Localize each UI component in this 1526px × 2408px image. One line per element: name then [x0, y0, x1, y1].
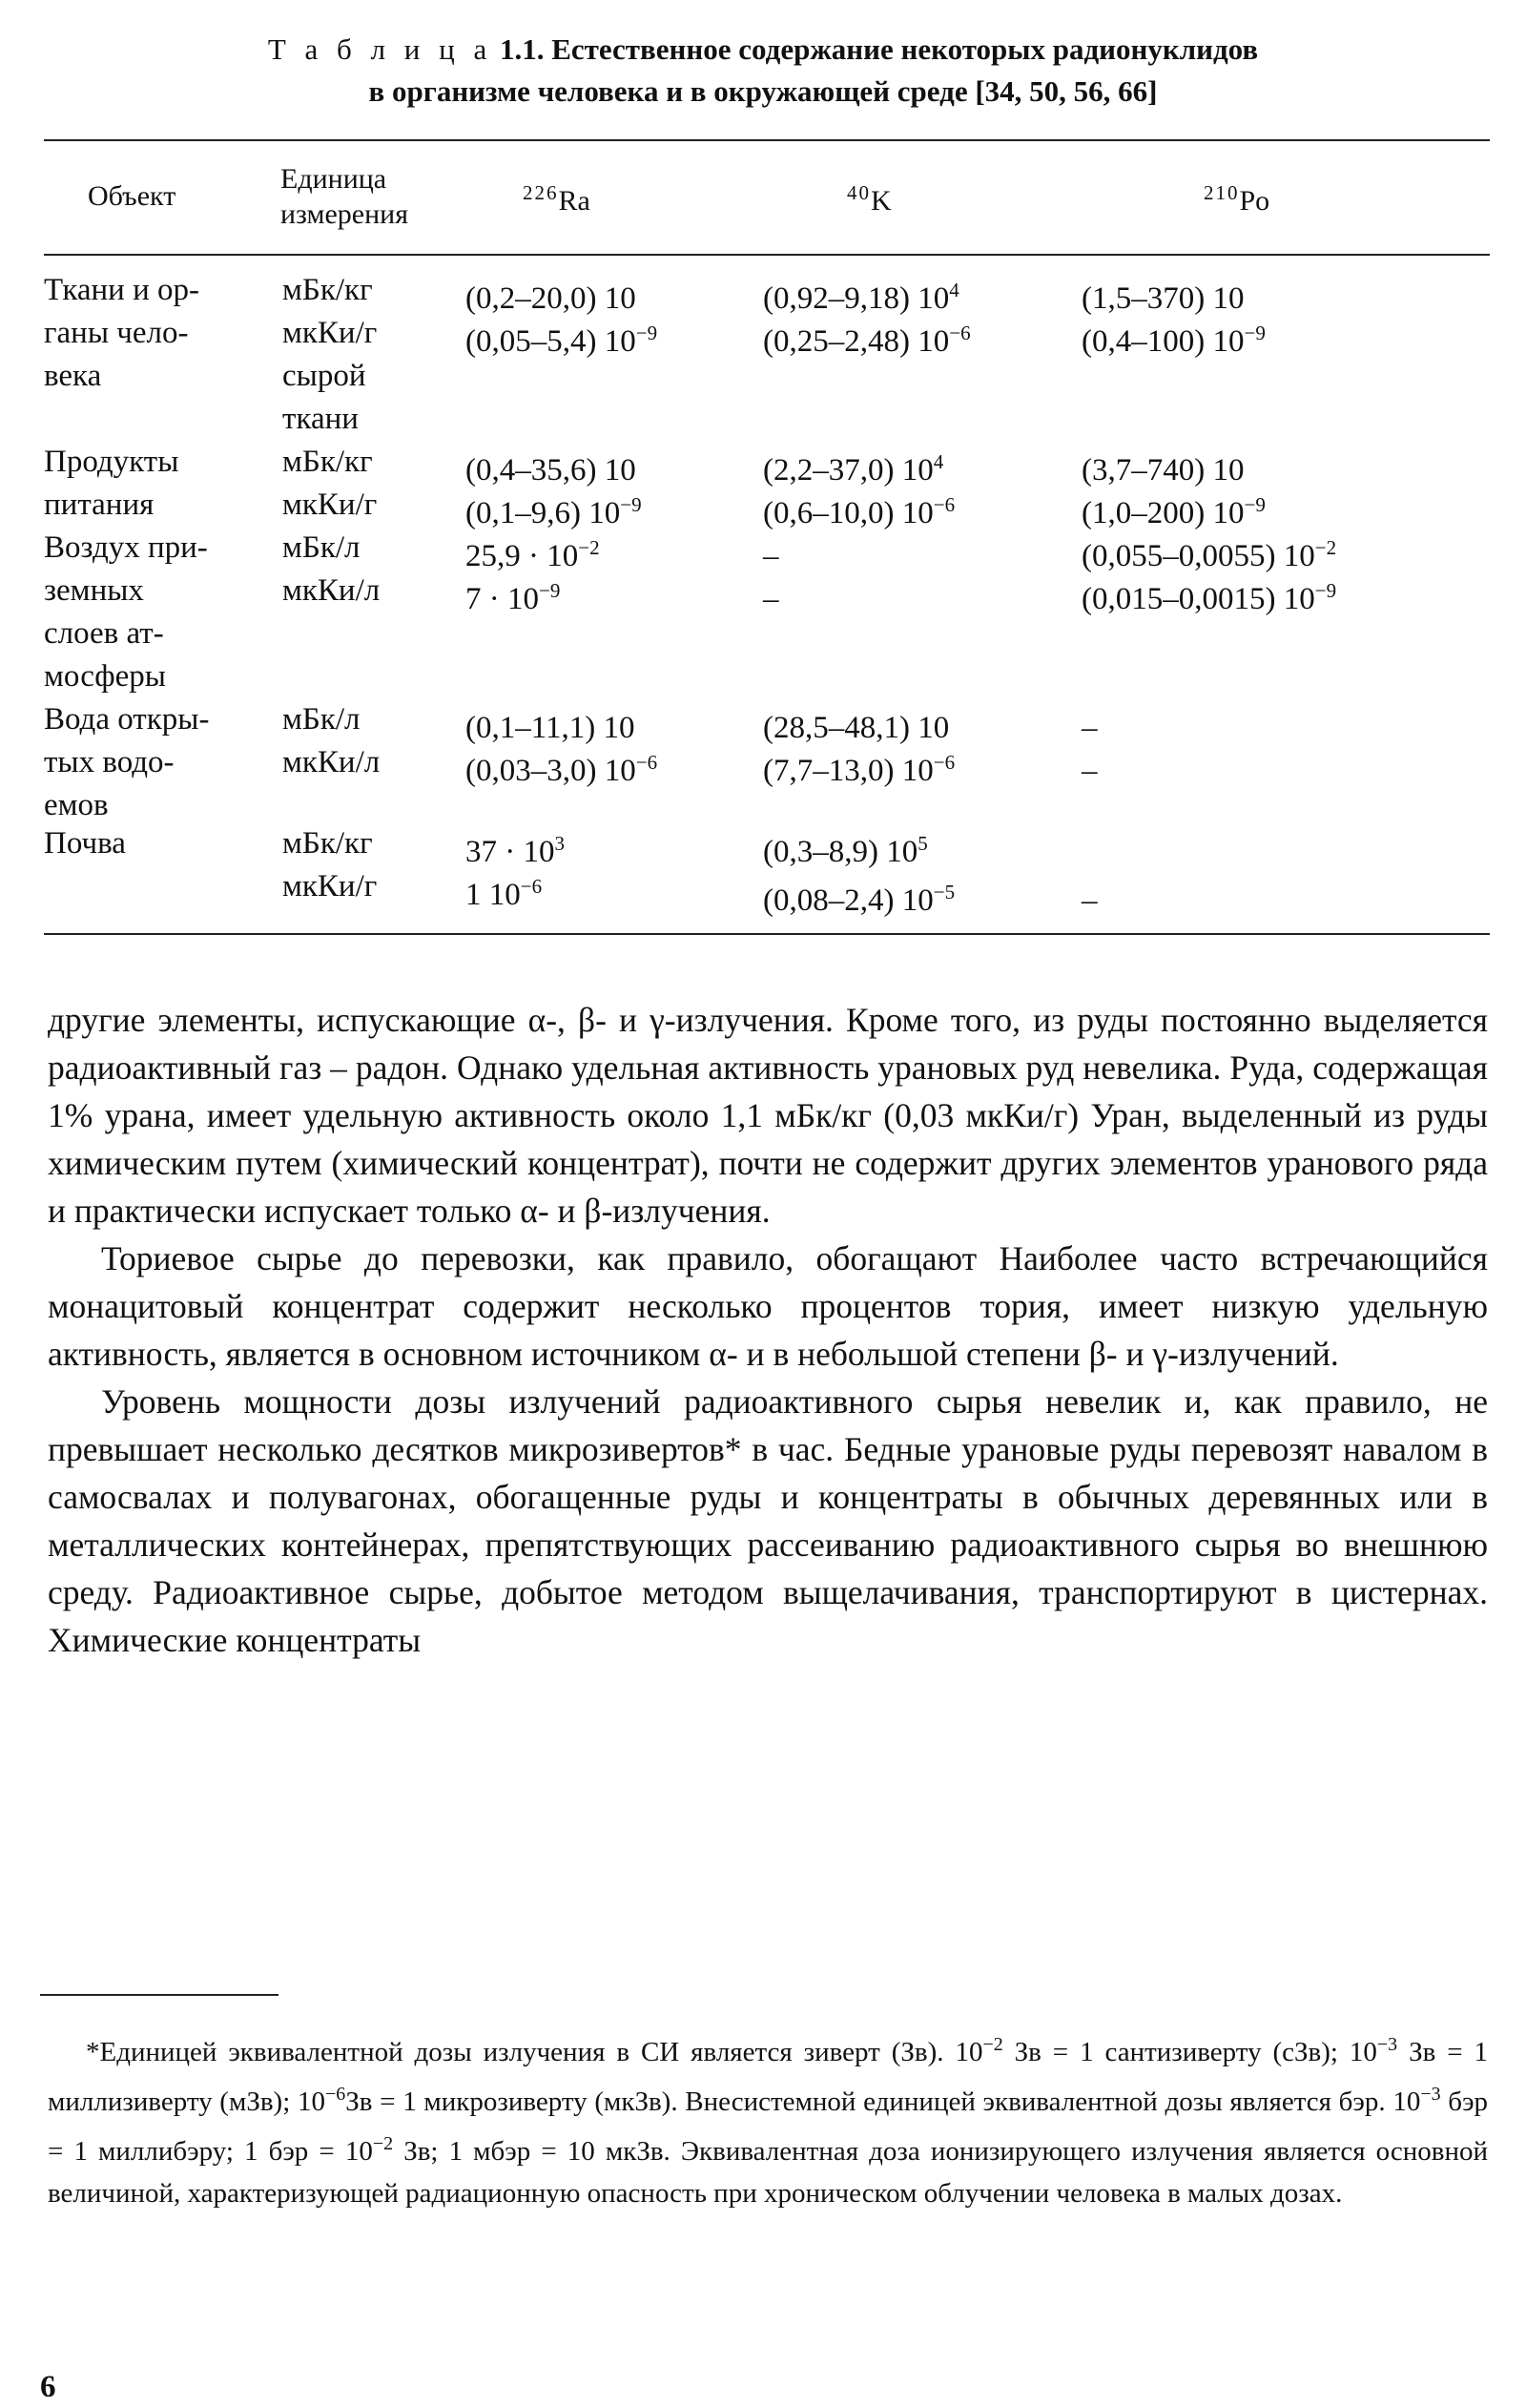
value-base: –	[1082, 754, 1098, 788]
value-exponent: −5	[933, 881, 956, 903]
value-base: (28,5–48,1) 10	[763, 711, 950, 745]
value-exponent: −9	[1244, 322, 1266, 344]
row-unit-line: ткани	[282, 402, 359, 436]
row-unit-line: мБк/кг	[282, 826, 373, 861]
value-cell-ra	[465, 570, 560, 621]
value-base: (0,1–9,6) 10	[465, 496, 621, 530]
value-base: (1,0–200) 10	[1082, 496, 1245, 530]
value-base: (0,03–3,0) 10	[465, 754, 636, 788]
value-base: –	[1082, 883, 1098, 918]
footnote-power-4-exp: −3	[1420, 2084, 1441, 2105]
footnote-part-4: Зв = 1 микрозиверту (мкЗв). Внесистемной единицей эквивалентной дозы является бэр.	[345, 2086, 1393, 2117]
footnote-marker: *	[86, 2037, 100, 2067]
footnote-part-5: бэр = 1 миллибэру; 1 бэр =	[48, 2086, 1489, 2167]
footnote-power-1-base: 10	[955, 2037, 983, 2067]
header-unit-line-2: измерения	[280, 198, 409, 230]
footnote-power-5	[344, 2133, 394, 2167]
header-po-mass: 210	[1204, 181, 1240, 204]
value-base: (0,25–2,48) 10	[763, 324, 950, 359]
value-base: (0,92–9,18) 10	[763, 281, 950, 316]
header-k-mass: 40	[847, 181, 871, 204]
value-cell-k	[763, 871, 955, 923]
value-exponent: −6	[520, 875, 543, 898]
footnote-power-4	[1392, 2086, 1440, 2117]
value-exponent: 3	[554, 832, 565, 855]
value-cell-k	[763, 312, 971, 363]
value-exponent: 5	[918, 832, 928, 855]
value-cell-ra	[465, 865, 542, 917]
value-base: (0,3–8,9) 10	[763, 835, 918, 869]
header-k40	[847, 176, 892, 218]
value-exponent: −9	[1244, 493, 1266, 516]
footnote	[48, 2024, 1488, 2214]
header-po-symbol: Po	[1239, 185, 1270, 217]
value-cell-k	[763, 570, 779, 621]
row-object-line: мосферы	[44, 659, 166, 694]
value-base: –	[763, 539, 779, 573]
row-object-line: Продукты	[44, 445, 179, 479]
table-header-rule	[44, 254, 1490, 256]
value-cell-k	[763, 822, 928, 874]
row-object-line: питания	[44, 488, 155, 522]
row-unit-line: мкКи/г	[282, 869, 378, 903]
value-base: (0,08–2,4) 10	[763, 883, 934, 918]
value-base: 1 10	[465, 878, 521, 912]
value-exponent: −6	[933, 493, 956, 516]
header-po210	[1204, 176, 1269, 218]
value-cell-ra	[465, 312, 657, 363]
header-unit-line-1: Единица	[280, 163, 387, 195]
row-unit-line: мБк/л	[282, 530, 361, 565]
row-unit-line: мкКи/л	[282, 573, 381, 608]
footnote-part-6: Зв; 1 мбэр = 10 мкЗв. Эквивалентная доза ионизирующего излучения является основной величиной, характеризующей радиационную опасность при хроническом облучении человека в малых дозах.	[48, 2136, 1488, 2209]
header-object: Объект	[88, 180, 176, 212]
row-object-line: Воздух при-	[44, 530, 208, 565]
value-exponent: −2	[1314, 536, 1337, 559]
footnote-power-1	[955, 2034, 1003, 2067]
value-exponent: 4	[933, 450, 944, 473]
row-object-line: слоев ат-	[44, 616, 164, 651]
body-paragraph-3: Уровень мощности дозы излучений радиоактивного сырья невелик и, как правило, не превышает несколько десятков микрозивертов* в час. Бедные урановые руды перевозят навалом в самосвалах и полувагонах, обогащенные руды и концентраты в обычных деревянных или в металлических контейнерах, препятствующих рассеиванию радиоактивного сырья во внешнюю среду. Радиоактивное сырье, добытое методом выщелачивания, транспортируют в цистернах. Химические концентраты	[48, 1382, 1488, 1659]
row-object-line: земных	[44, 573, 144, 608]
value-cell-k	[763, 741, 955, 793]
value-exponent: −6	[635, 751, 658, 774]
value-exponent: −9	[635, 322, 658, 344]
value-base: –	[1082, 711, 1098, 745]
table-top-rule	[44, 139, 1490, 141]
footnote-part-3: Зв = 1 миллизиверту (мЗв);	[48, 2037, 1489, 2117]
footnote-part-1: Единицей эквивалентной дозы излучения в СИ является зиверт (Зв).	[99, 2037, 944, 2067]
row-object-line: Почва	[44, 826, 126, 861]
value-exponent: −6	[949, 322, 971, 344]
row-object-line: века	[44, 359, 102, 393]
row-unit-line: сырой	[282, 359, 366, 393]
table-bottom-rule	[44, 933, 1490, 935]
header-k-symbol: K	[871, 185, 892, 217]
value-base: (1,5–370) 10	[1082, 281, 1245, 316]
value-base: (0,05–5,4) 10	[465, 324, 636, 359]
value-base: (7,7–13,0) 10	[763, 754, 934, 788]
row-unit-line: мкКи/л	[282, 745, 381, 779]
row-unit-line: мБк/л	[282, 702, 361, 737]
header-ra226	[523, 176, 590, 218]
value-cell-k	[763, 484, 955, 535]
row-object-line: емов	[44, 788, 109, 822]
footnote-power-1-exp: −2	[982, 2034, 1003, 2055]
footnote-power-4-base: 10	[1392, 2086, 1421, 2117]
value-base: (0,055–0,0055) 10	[1082, 539, 1315, 573]
value-exponent: −9	[1314, 579, 1337, 602]
value-base: (0,2–20,0) 10	[465, 281, 636, 316]
body-text	[48, 996, 1488, 1664]
value-cell-po	[1082, 312, 1266, 363]
row-object-line: Вода откры-	[44, 702, 210, 737]
row-unit-line: мкКи/г	[282, 488, 378, 522]
value-cell-po	[1082, 741, 1098, 793]
value-base: (0,6–10,0) 10	[763, 496, 934, 530]
header-ra-mass: 226	[523, 181, 559, 204]
footnote-text	[48, 2024, 1488, 2214]
body-paragraph-1: другие элементы, испускающие α-, β- и γ-излучения. Кроме того, из руды постоянно выделяется радиоактивный газ – радон. Однако удельная активность урановых руд невелика. Руда, содержащая 1% урана, имеет удельную активность около 1,1 мБк/кг (0,03 мкКи/г) Уран, выделенный из руды химическим путем (химический концентрат), почти не содержит других элементов уранового ряда и практически испускает только α- и β-излучения.	[48, 1001, 1488, 1230]
table-caption-line-2: в организме человека и в окружающей среде [34, 50, 56, 66]	[368, 74, 1158, 108]
row-unit-line: мБк/кг	[282, 445, 373, 479]
value-base: (3,7–740) 10	[1082, 453, 1245, 488]
value-cell-po	[1082, 570, 1336, 621]
page-number: 6	[40, 2370, 56, 2404]
footnote-power-2-exp: −3	[1376, 2034, 1398, 2055]
value-cell-po	[1082, 871, 1098, 923]
footnote-power-2	[1349, 2034, 1398, 2067]
footnote-power-5-base: 10	[344, 2136, 373, 2167]
value-base: 7 · 10	[465, 582, 539, 616]
value-base: (0,4–35,6) 10	[465, 453, 636, 488]
value-base: –	[763, 582, 779, 616]
footnote-power-3-base: 10	[297, 2086, 325, 2117]
footnote-power-2-base: 10	[1349, 2037, 1377, 2067]
row-unit-line: мкКи/г	[282, 316, 378, 350]
value-base: (0,1–11,1) 10	[465, 711, 635, 745]
table-caption-title: 1.1. Естественное содержание некоторых радионуклидов	[492, 32, 1259, 66]
footnote-part-2: Зв = 1 сантизиверту (сЗв);	[1002, 2037, 1350, 2067]
value-base: 25,9 · 10	[465, 539, 579, 573]
value-base: (0,4–100) 10	[1082, 324, 1245, 359]
value-cell-ra	[465, 741, 657, 793]
row-object-line: тых водо-	[44, 745, 175, 779]
row-unit-line: мБк/кг	[282, 273, 373, 307]
footnote-power-5-exp: −2	[372, 2133, 394, 2154]
value-exponent: −9	[620, 493, 642, 516]
value-base: (0,015–0,0015) 10	[1082, 582, 1315, 616]
footnote-power-3-exp: −6	[324, 2084, 346, 2105]
value-base: 37 · 10	[465, 835, 555, 869]
row-object-line: ганы чело-	[44, 316, 189, 350]
footnote-separator	[40, 1994, 278, 1996]
body-paragraph-2: Ториевое сырье до перевозки, как правило, обогащают Наиболее часто встречающийся монацитовый концентрат содержит несколько процентов тория, имеет низкую удельную активность, является в основном источником α- и в небольшой степени β- и γ-излучений.	[48, 1239, 1488, 1373]
table-caption-line-1	[57, 29, 1469, 70]
row-object-line: Ткани и ор-	[44, 273, 199, 307]
footnote-power-3	[298, 2086, 345, 2117]
value-exponent: 4	[949, 279, 959, 301]
value-exponent: −6	[933, 751, 956, 774]
value-exponent: −9	[539, 579, 561, 602]
value-exponent: −2	[578, 536, 600, 559]
header-ra-symbol: Ra	[558, 185, 590, 217]
value-base: (2,2–37,0) 10	[763, 453, 934, 488]
table-caption-label: Т а б л и ц а	[267, 32, 493, 66]
